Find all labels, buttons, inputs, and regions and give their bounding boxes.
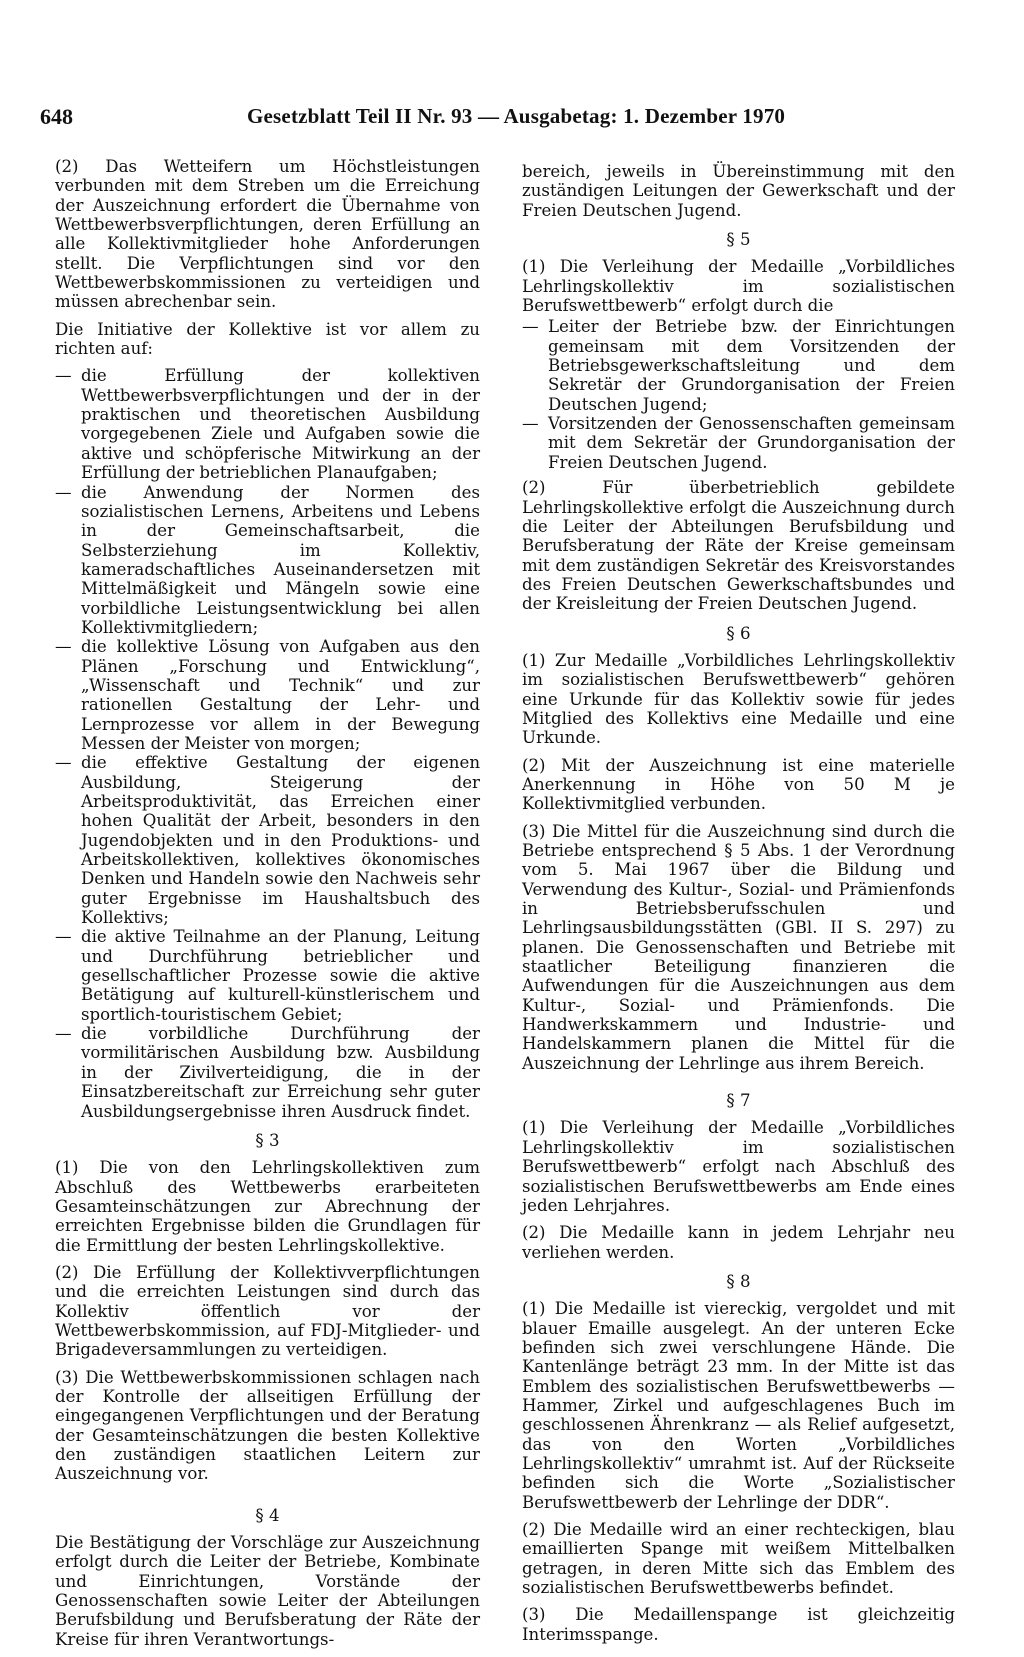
list-item: — die kollektive Lösung von Aufgaben aus den Plänen „Forschung und Entwicklung“, „Wissenschaft und Technik“ und zur rationellen Gestaltung der Lehr- und Lernprozesse vor allem in der Bewegung Messen der Meister von morgen; <box>55 637 480 753</box>
paragraph: (2) Das Wetteifern um Höchstleistungen verbunden mit dem Streben um die Erreichung der Auszeichnung erfordert die Übernahme von Wettbewerbsverpflichtungen, deren Erfüllung an alle Kollektivmitglieder hohe Anforderungen stellt. Die Verpflichtungen sind vor den Wettbewerbskommissionen zu verteidigen und müssen abrechenbar sein. <box>55 157 480 312</box>
list-item: — Vorsitzenden der Genossenschaften gemeinsam mit dem Sekretär der Grundorganisation der Freien Deutschen Jugend. <box>522 414 955 472</box>
paragraph: (2) Die Medaille kann in jedem Lehrjahr neu verliehen werden. <box>522 1223 955 1262</box>
right-column <box>522 162 955 1652</box>
paragraph: (2) Die Medaille wird an einer rechteckigen, blau emaillierten Spange mit weißem Mittelbalken getragen, in deren Mitte sich das Emblem des sozialistischen Berufswettbewerbs befindet. <box>522 1520 955 1598</box>
section-heading: § 7 <box>726 1091 751 1111</box>
paragraph: (1) Die Medaille ist viereckig, vergoldet und mit blauer Emaille ausgelegt. An der unteren Ecke befinden sich zwei verschlungene Hände. Die Kantenlänge beträgt 23 mm. In der Mitte ist das Emblem des sozialistischen Berufswettbewerbs — Hammer, Zirkel und aufgeschlagenes Buch im geschlossenen Ährenkranz — als Relief aufgesetzt, das von den Worten „Vorbildliches Lehrlingskollektiv“ umrahmt ist. Auf der Rückseite befinden sich die Worte „Sozialistischer Berufswettbewerb der Lehrlinge der DDR“. <box>522 1299 955 1512</box>
list-item: — die Erfüllung der kollektiven Wettbewerbsverpflichtungen und der in der praktischen und theoretischen Ausbildung vorgegebenen Ziele und Aufgaben sowie die aktive und schöpferische Mitwirkung an der Erfüllung der betrieblichen Planaufgaben; <box>55 366 480 482</box>
page-header <box>40 104 990 136</box>
paragraph: (2) Für überbetrieblich gebildete Lehrlingskollektive erfolgt die Auszeichnung durch die Leiter der Abteilungen Berufsbildung und Berufsberatung der Räte der Kreise gemeinsam mit dem zuständigen Sekretär des Kreisvorstandes des Freien Deutschen Gewerkschaftsbundes und der Kreisleitung der Freien Deutschen Jugend. <box>522 478 955 614</box>
list-item: — die Anwendung der Normen des sozialistischen Lernens, Arbeitens und Lebens in der Gemeinschaftsarbeit, die Selbsterziehung im Kollektiv, kameradschaftliches Auseinandersetzen mit Mittelmäßigkeit und Mängeln sowie eine vorbildliche Leistungsentwicklung bei allen Kollektivmitgliedern; <box>55 483 480 638</box>
paragraph: (2) Die Erfüllung der Kollektivverpflichtungen und die erreichten Leistungen sind durch das Kollektiv öffentlich vor der Wettbewerbskommission, auf FDJ-Mitglieder- und Brigadeversammlungen zu verteidigen. <box>55 1262 480 1360</box>
awarding-list <box>522 317 955 472</box>
initiative-list <box>55 366 480 1120</box>
paragraph: bereich, jeweils in Übereinstimmung mit den zuständigen Leitungen der Gewerkschaft und der Freien Deutschen Jugend. <box>522 162 955 220</box>
section-heading: § 6 <box>726 623 751 643</box>
paragraph: (2) Mit der Auszeichnung ist eine materielle Anerkennung in Höhe von 50 M je Kollektivmitglied verbunden. <box>522 755 955 814</box>
paragraph: (1) Die Verleihung der Medaille „Vorbildliches Lehrlingskollektiv im sozialistischen Berufswettbewerb“ erfolgt durch die <box>522 257 955 316</box>
page-title: Gesetzblatt Teil II Nr. 93 — Ausgabetag: 1. Dezember 1970 <box>247 104 786 128</box>
paragraph: Die Initiative der Kollektive ist vor allem zu richten auf: <box>55 319 480 359</box>
list-item: — die vorbildliche Durchführung der vormilitärischen Ausbildung bzw. Ausbildung in der Zivilverteidigung, die in der Einsatzbereitschaft zur Erreichung sehr guter Ausbildungsergebnisse ihren Ausdruck findet. <box>55 1024 480 1121</box>
left-column <box>55 157 480 1657</box>
paragraph: (1) Die von den Lehrlingskollektiven zum Abschluß des Wettbewerbs erarbeiteten Gesamteinschätzungen zur Abrechnung der erreichten Ergebnisse bilden die Grundlagen für die Ermittlung der besten Lehrlingskollektive. <box>55 1158 480 1255</box>
list-item: — Leiter der Betriebe bzw. der Einrichtungen gemeinsam mit dem Vorsitzenden der Betriebsgewerkschaftsleitung und dem Sekretär der Grundorganisation der Freien Deutschen Jugend; <box>522 317 955 414</box>
section-heading: § 8 <box>726 1271 751 1291</box>
list-item: — die aktive Teilnahme an der Planung, Leitung und Durchführung betrieblicher und gesellschaftlicher Prozesse sowie die aktive Betätigung auf kulturell-künstlerischem und sportlich-touristischem Gebiet; <box>55 927 480 1024</box>
list-item: — die effektive Gestaltung der eigenen Ausbildung, Steigerung der Arbeitsproduktivität, das Erreichen einer hohen Qualität der Arbeit, besonders in den Jugendobjekten und in den Produktions- und Arbeitskollektiven, kollektives ökonomisches Denken und Handeln sowie den Nachweis sehr guter Ergebnisse im Haushaltsbuch des Kollektivs; <box>55 753 480 927</box>
paragraph: (3) Die Medaillenspange ist gleichzeitig Interimsspange. <box>522 1605 955 1644</box>
paragraph: (3) Die Wettbewerbskommissionen schlagen nach der Kontrolle der allseitigen Erfüllung der eingegangenen Verpflichtungen und der Beratung der Gesamteinschätzungen die besten Kollektive den zuständigen staatlichen Leitern zur Auszeichnung vor. <box>55 1367 480 1484</box>
paragraph: Die Bestätigung der Vorschläge zur Auszeichnung erfolgt durch die Leiter der Betriebe, Kombinate und Einrichtungen, Vorstände der Genossenschaften sowie Leiter der Abteilungen Berufsbildung und Berufsberatung der Räte der Kreise für ihren Verantwortungs- <box>55 1533 480 1649</box>
paragraph: (1) Die Verleihung der Medaille „Vorbildliches Lehrlingskollektiv im sozialistischen Berufswettbewerb“ erfolgt nach Abschluß des sozialistischen Berufswettbewerbs am Ende eines jeden Lehrjahres. <box>522 1118 955 1215</box>
paragraph: (3) Die Mittel für die Auszeichnung sind durch die Betriebe entsprechend § 5 Abs. 1 der Verordnung vom 5. Mai 1967 über die Bildung und Verwendung des Kultur-, Sozial- und Prämienfonds in Betriebsberufsschulen und Lehrlingsausbildungsstätten (GBl. II S. 297) zu planen. Die Genossenschaften und Betriebe mit staatlicher Beteiligung finanzieren die Aufwendungen für die Auszeichnungen aus dem Kultur-, Sozial- und Prämienfonds. Die Handwerkskammern und Industrie- und Handelskammern planen die Mittel für die Auszeichnung der Lehrlinge aus ihrem Bereich. <box>522 821 955 1073</box>
page-number: 648 <box>40 104 73 129</box>
section-heading: § 5 <box>726 230 751 250</box>
section-heading: § 3 <box>255 1130 280 1150</box>
paragraph: (1) Zur Medaille „Vorbildliches Lehrlingskollektiv im sozialistischen Berufswettbewerb“ gehören eine Urkunde für das Kollektiv sowie für jedes Mitglied des Kollektivs eine Medaille und eine Urkunde. <box>522 650 955 748</box>
section-heading: § 4 <box>255 1505 280 1525</box>
